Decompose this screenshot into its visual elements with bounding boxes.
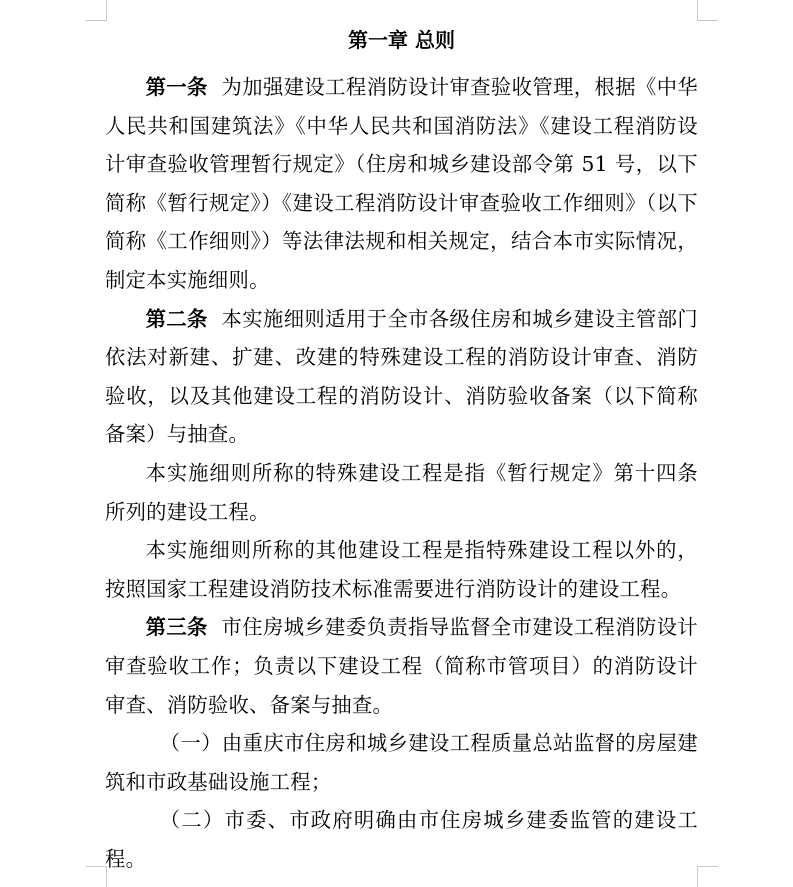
page-corner-mark-top-left [86, 0, 107, 21]
article-2-extra-paragraph: 本实施细则所称的特殊建设工程是指《暂行规定》第十四条所列的建设工程。 [105, 460, 698, 524]
article-text: 本实施细则适用于全市各级住房和城乡建设主管部门依法对新建、扩建、改建的特殊建设工程的消防设计审查、消防验收，以及其他建设工程的消防设计、消防验收备案（以下简称备案）与抽查。 [105, 306, 698, 447]
article-label: 第一条 [145, 75, 208, 99]
article-3-list-item: （一）由重庆市住房和城乡建设工程质量总站监督的房屋建筑和市政基础设施工程； [105, 731, 698, 794]
article-2-extra-paragraph: 本实施细则所称的其他建设工程是指特殊建设工程以外的，按照国家工程建设消防技术标准需要进行消防设计的建设工程。 [105, 538, 698, 601]
article-text: 为加强建设工程消防设计审查验收管理，根据《中华人民共和国建筑法》《中华人民共和国消防法》《建设工程消防设计审查验收管理暂行规定》（住房和城乡建设部令第 51 号，以下简称《暂行规定》）《建设工程消防设计审查验收工作细则》（以下简称《工作细则》）等法律法规和相关规定，结合本市实际情况，制定本实施细则。 [105, 75, 698, 292]
article-3-list-item: （二）市委、市政府明确由市住房城乡建委监管的建设工程。 [105, 808, 698, 871]
page-corner-mark-top-right [697, 0, 718, 21]
article-label: 第二条 [145, 306, 208, 331]
page-corner-mark-bottom-right [697, 866, 718, 887]
page-corner-mark-bottom-left [86, 866, 107, 887]
article-label: 第三条 [145, 615, 208, 640]
article-2-paragraph [105, 300, 698, 454]
document-page [105, 20, 698, 878]
article-3-paragraph [105, 608, 698, 724]
chapter-title: 第一章 总则 [348, 28, 455, 52]
article-text: 市住房城乡建委负责指导监督全市建设工程消防设计审查验收工作；负责以下建设工程（简称市管项目）的消防设计审查、消防验收、备案与抽查。 [105, 615, 698, 717]
article-1-paragraph [105, 68, 698, 300]
